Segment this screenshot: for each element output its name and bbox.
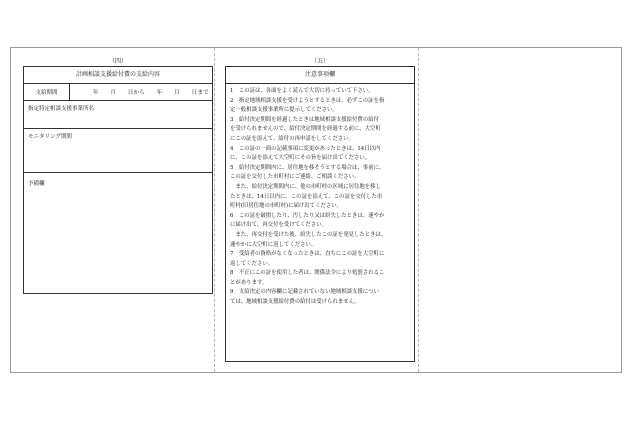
notes-title: 注意事項欄 bbox=[226, 67, 414, 84]
note-line: 町村(旧居住地の市町村)に届け出てください。 bbox=[230, 203, 343, 210]
note-line: とがあります。 bbox=[230, 279, 268, 286]
note-line: を受けられませんので、給付決定期間を経過する前に、大空町 bbox=[230, 126, 381, 133]
note-line: この証を交付した市町村にご連絡、ご相談ください。 bbox=[230, 174, 360, 181]
note-line: 5 給付決定期間内に、居住地を移そうとする場合は、事前に、 bbox=[230, 164, 385, 171]
note-line: 速やかに大空町に返してください。 bbox=[230, 241, 317, 248]
note-line: 7 受給者の資格がなくなったときは、直ちにこの証を大空町に bbox=[230, 251, 385, 258]
notes-body bbox=[226, 84, 414, 308]
note-line: また、給付決定期間内に、他の市町村の区域に居住地を移し bbox=[230, 183, 381, 190]
note-line: 1 この証は、各面をよく読んで大切に持っていて下さい。 bbox=[230, 88, 374, 94]
fold-line-left bbox=[214, 48, 215, 372]
benefit-content-title: 計画相談支援給付費の支給内容 bbox=[24, 67, 212, 84]
monitoring-period-row bbox=[24, 129, 212, 173]
note-line: 4 この証の一面の記載事項に変更があったときは、14日以内 bbox=[230, 145, 381, 152]
memo-label: 予備欄 bbox=[28, 181, 45, 187]
note-line: 返してください。 bbox=[230, 260, 274, 267]
benefit-content-table bbox=[23, 66, 213, 294]
note-line: 9 支給決定の内容欄に記載されていない地域相談支援につい bbox=[230, 289, 379, 296]
monitoring-period-label: モニタリング期間 bbox=[28, 134, 72, 140]
note-line: にこの証を添えて、給付の再申請をしてください。 bbox=[230, 135, 354, 142]
benefit-period-label: 支給期間 bbox=[24, 84, 70, 100]
designated-office-label: 指定特定相談支援事業所名 bbox=[28, 106, 95, 112]
memo-row bbox=[24, 173, 212, 190]
note-line: 6 この証を破損したり、汚したり又は紛失したときは、速やか bbox=[230, 212, 385, 219]
note-line: 定一般相談支援事業所に提示してください。 bbox=[230, 107, 338, 114]
benefit-period-value: 年 月 日から 年 月 日まで bbox=[92, 90, 209, 96]
fold-line-right bbox=[418, 48, 419, 372]
panel-five-number: （五） bbox=[310, 58, 329, 65]
panel-four-number: （四） bbox=[108, 58, 127, 65]
notes-box bbox=[225, 66, 415, 362]
note-line: また、再交付を受けた後、紛失したこの証を発見したときは、 bbox=[230, 231, 387, 238]
note-line: 8 不正にこの証を使用した者は、関係法令により処罰されるこ bbox=[230, 270, 385, 277]
note-line: 2 指定地域相談支援を受けようとするときは、必ずこの証を指 bbox=[230, 97, 385, 104]
note-line: 3 給付決定期間を経過したときは地域相談支援給付費の給付 bbox=[230, 116, 379, 123]
note-line: に届け出て、再交付を受けてください。 bbox=[230, 222, 327, 229]
note-line: ては、地域相談支援給付費の給付は受けられません。 bbox=[230, 299, 360, 306]
certificate-sheet bbox=[10, 47, 622, 373]
note-line: たときは、14日以内に、この証を添えて、この証を交付した市 bbox=[230, 193, 383, 200]
benefit-period-row bbox=[24, 84, 212, 101]
designated-office-row bbox=[24, 101, 212, 129]
note-line: に、この証を添えて大空町にその旨を届け出てください。 bbox=[230, 155, 371, 162]
